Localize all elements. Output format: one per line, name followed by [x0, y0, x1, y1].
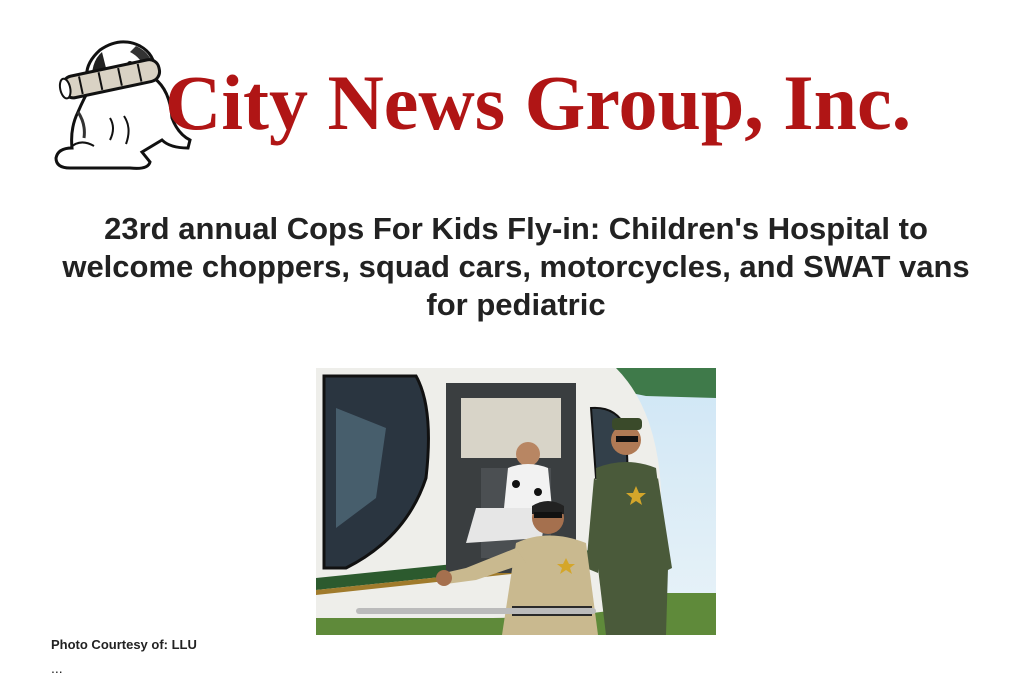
article-headline: 23rd annual Cops For Kids Fly-in: Children's Hospital to welcome choppers, squad cars, motorcycles, and SWAT vans for pediatric: [62, 211, 970, 322]
article-photo: [316, 368, 716, 635]
photo-credit: Photo Courtesy of: LLU: [51, 637, 197, 652]
site-header: [50, 28, 980, 176]
brand-name[interactable]: City News Group, Inc.: [165, 59, 912, 146]
read-more-ellipsis[interactable]: ...: [51, 660, 63, 676]
